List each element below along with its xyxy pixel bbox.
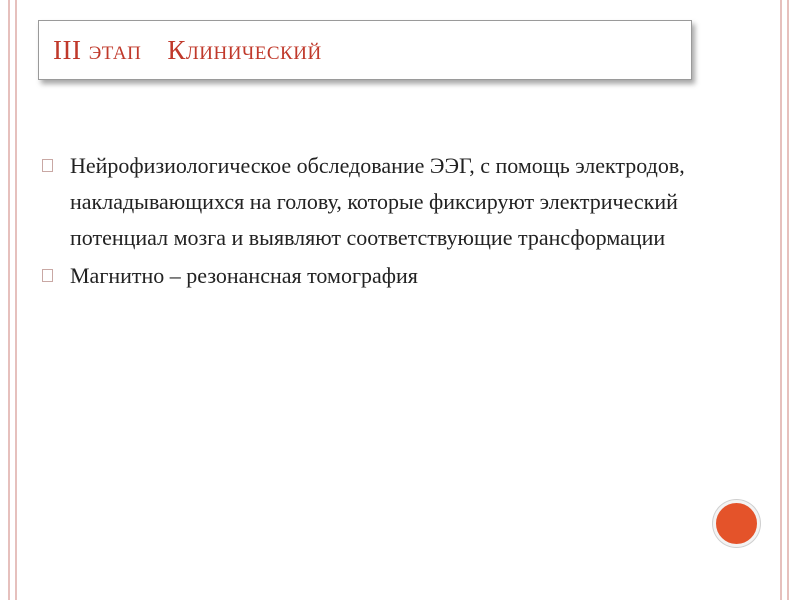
frame-line-left-outer	[8, 0, 10, 600]
bullet-item	[40, 258, 700, 294]
bullet-list	[40, 148, 700, 294]
decorative-circle-icon	[713, 500, 760, 547]
bullet-text: Магнитно – резонансная томография	[70, 263, 418, 288]
bullet-text: Нейрофизиологическое обследование ЭЭГ, с помощь электродов, накладывающихся на голову, которые фиксируют электрический потенциал мозга и выявляют соответствующие трансформации	[70, 153, 685, 250]
slide-title	[53, 35, 322, 66]
frame-line-right-inner	[780, 0, 782, 600]
frame-line-left-inner	[15, 0, 17, 600]
slide-title-type: Клинический	[167, 35, 322, 65]
bullet-marker-icon	[42, 269, 53, 282]
title-box	[38, 20, 692, 80]
bullet-marker-icon	[42, 159, 53, 172]
slide-title-stage: III этап	[53, 35, 142, 65]
frame-line-right-outer	[787, 0, 789, 600]
bullet-item	[40, 148, 700, 256]
